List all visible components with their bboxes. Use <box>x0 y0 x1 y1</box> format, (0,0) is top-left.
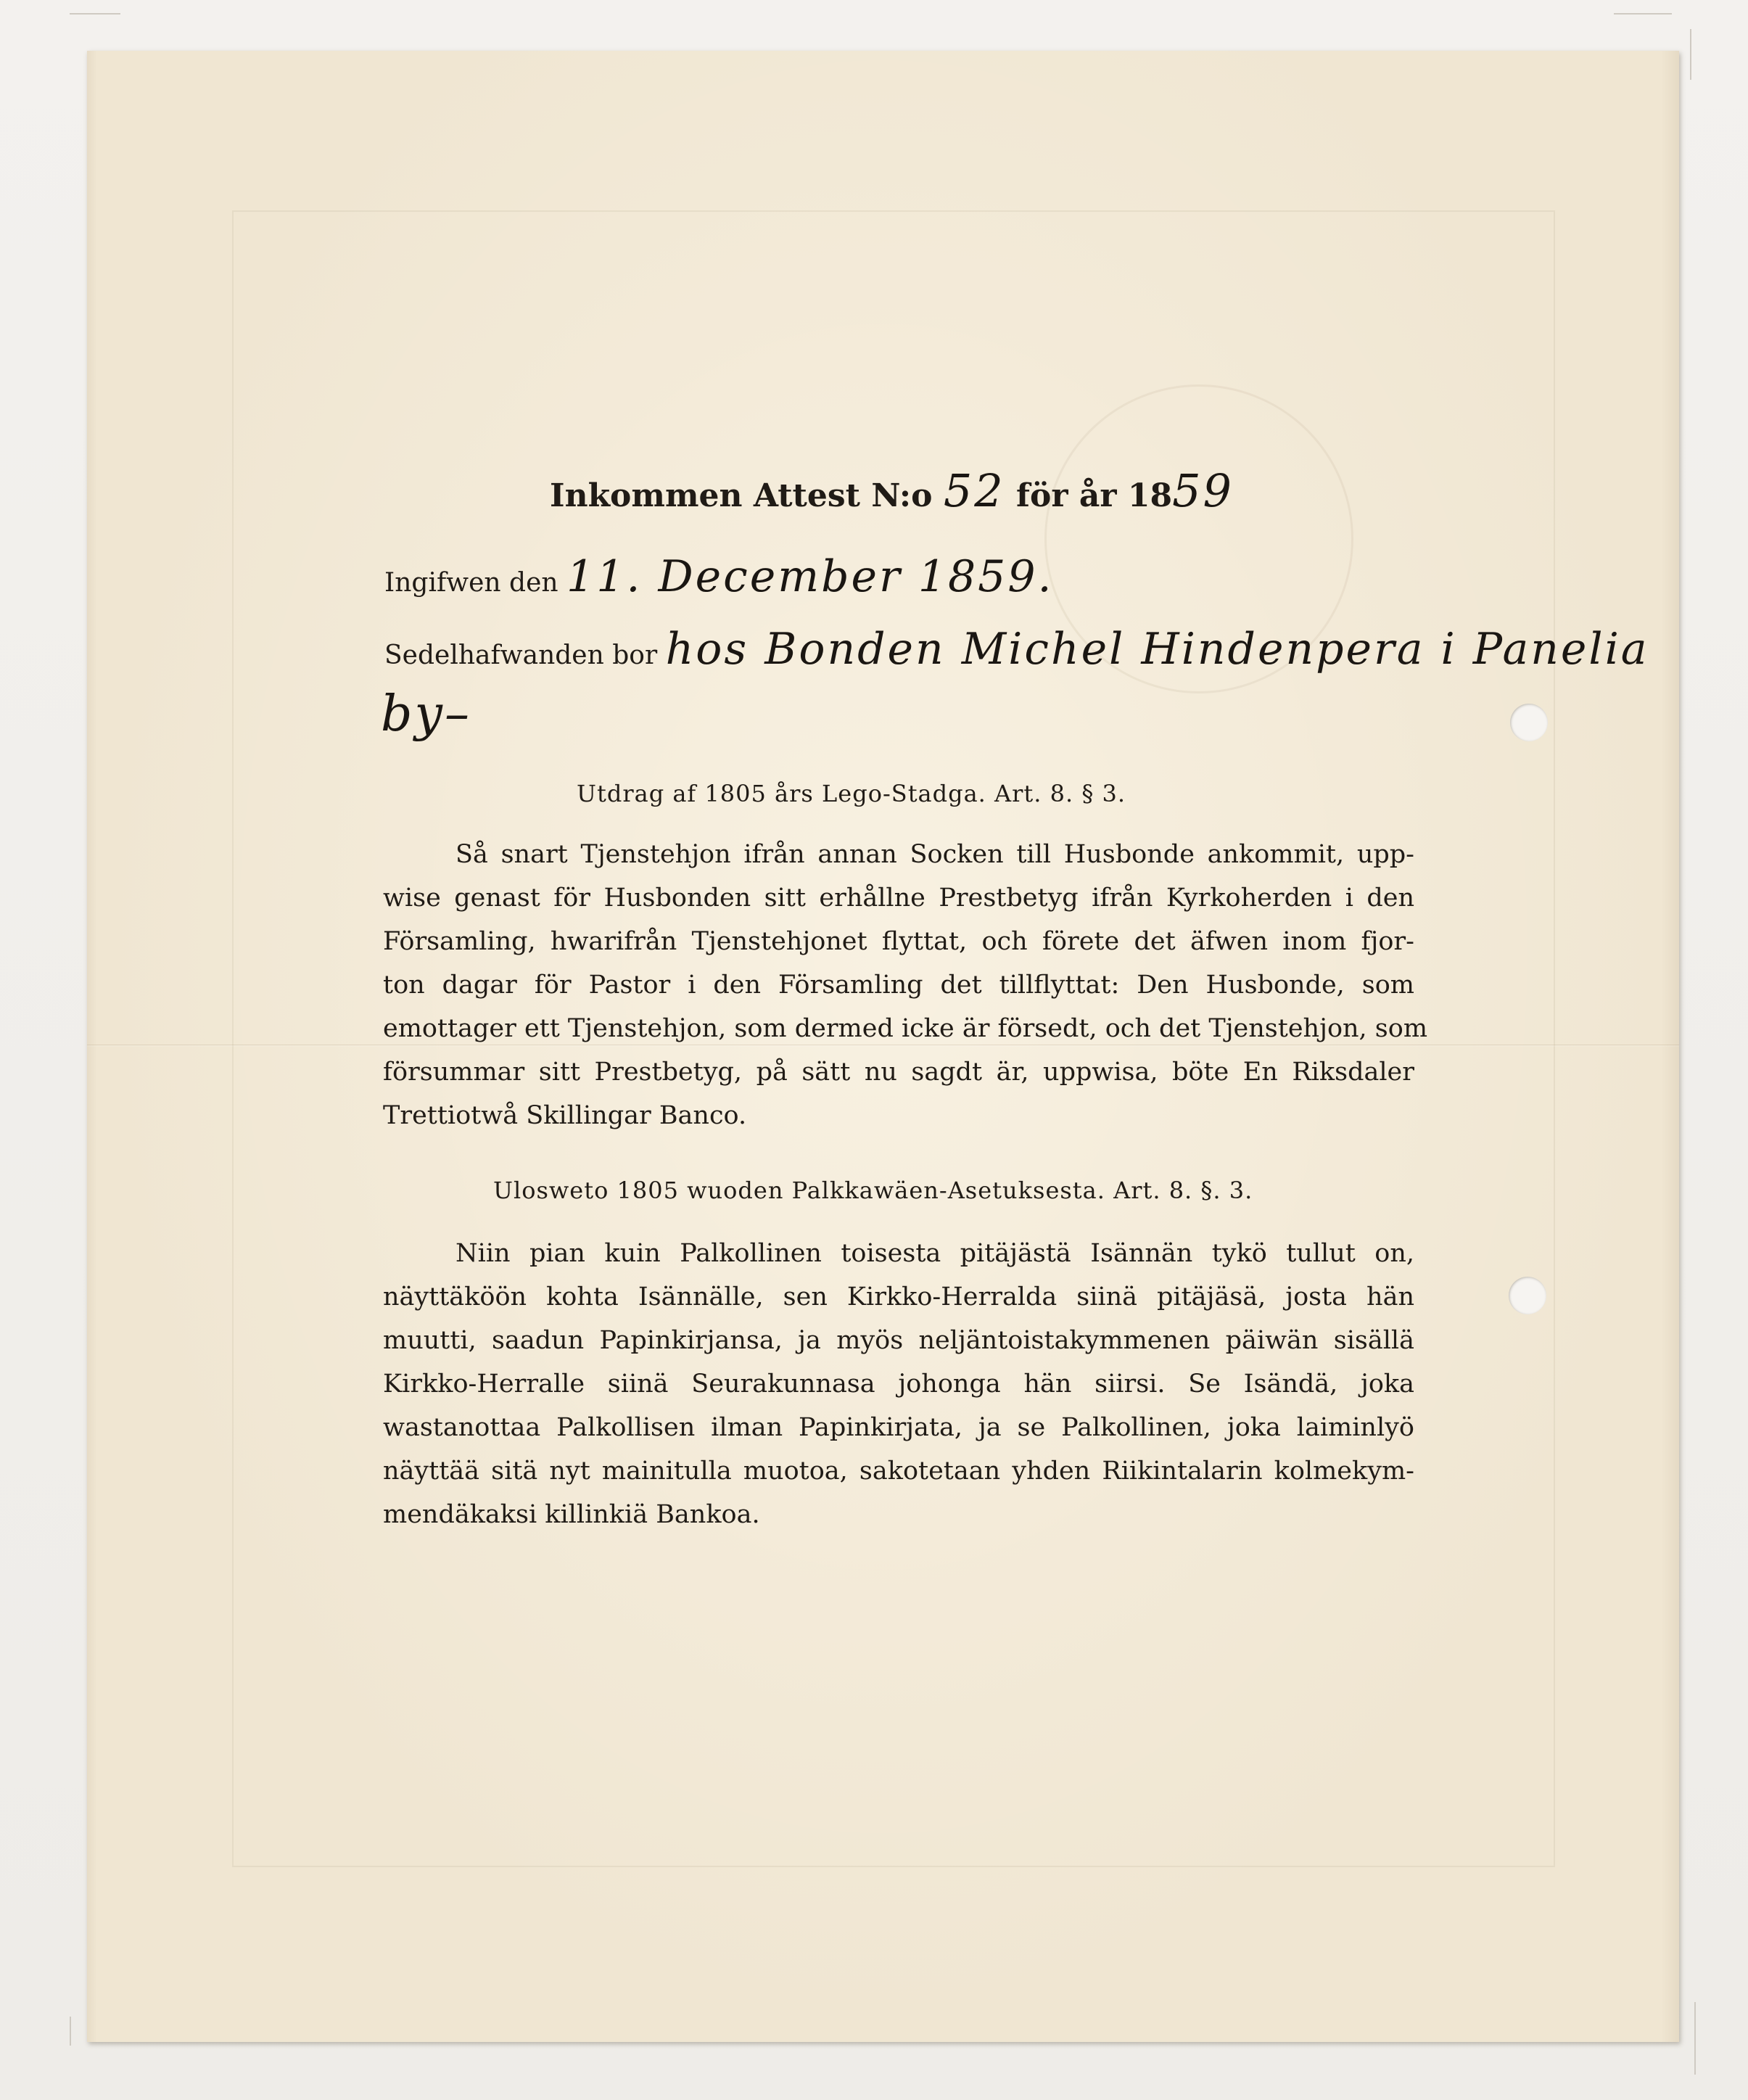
finnish-line: muutti, saadun Papinkirjansa, ja myös neljäntoistakymmenen päiwän sisällä <box>383 1326 1414 1355</box>
swedish-section-body <box>383 833 1428 1137</box>
finnish-line: Niin pian kuin Palkollinen toisesta pitäjästä Isännän tykö tullut on, <box>455 1239 1414 1268</box>
title-number-handwritten: 52 <box>943 464 1005 517</box>
swedish-line: Trettiotwå Skillingar Banco. <box>383 1101 747 1130</box>
corner-mark-bottom-right <box>1694 2002 1696 2075</box>
swedish-line: Så snart Tjenstehjon ifrån annan Socken till Husbonde ankommit, upp- <box>455 840 1414 869</box>
finnish-line: näyttää sitä nyt mainitulla muotoa, sakotetaan yhden Riikintalarin kolmekym- <box>383 1457 1414 1486</box>
swedish-line: försummar sitt Prestbetyg, på sätt nu sagdt är, uppwisa, böte En Riksdaler <box>383 1058 1414 1087</box>
punch-hole-lower <box>1509 1277 1546 1314</box>
finnish-line: mendäkaksi killinkiä Bankoa. <box>383 1500 760 1529</box>
title-middle: för år 18 <box>1016 477 1173 514</box>
issued-field <box>384 551 1054 602</box>
finnish-line: näyttäköön kohta Isännälle, sen Kirkko-Herralda siinä pitäjäsä, josta hän <box>383 1282 1414 1312</box>
residence-value-continuation: by– <box>381 685 471 743</box>
finnish-section-heading: Ulosweto 1805 wuoden Palkkawäen-Asetuksesta. Art. 8. §. 3. <box>493 1177 1253 1204</box>
finnish-line: wastanottaa Palkollisen ilman Papinkirjata, ja se Palkollinen, joka laiminlyö <box>383 1413 1414 1442</box>
residence-label: Sedelhafwanden bor <box>384 641 658 670</box>
swedish-line: ton dagar för Pastor i den Församling det tillflyttat: Den Husbonde, som <box>383 971 1414 1000</box>
title-year-handwritten: 59 <box>1172 464 1234 517</box>
finnish-section-body <box>383 1232 1414 1536</box>
corner-mark-top-right <box>1614 13 1672 36</box>
residence-value-handwritten: hos Bonden Michel Hindenpera i Panelia <box>665 624 1649 675</box>
title-prefix: Inkommen Attest N:o <box>550 477 933 514</box>
punch-hole-upper <box>1510 704 1548 741</box>
swedish-line: emottager ett Tjenstehjon, som dermed icke är försedt, och det Tjenstehjon, som <box>383 1014 1428 1043</box>
corner-mark-right-edge <box>1690 29 1691 80</box>
document-title <box>550 464 1234 517</box>
residence-field <box>384 624 1649 675</box>
corner-mark-top-left <box>70 13 120 36</box>
swedish-line: Församling, hwarifrån Tjenstehjonet flyttat, och förete det äfwen inom fjor- <box>383 927 1414 956</box>
swedish-line: wise genast för Husbonden sitt erhållne Prestbetyg ifrån Kyrkoherden i den <box>383 884 1414 913</box>
finnish-line: Kirkko-Herralle siinä Seurakunnasa johonga hän siirsi. Se Isändä, joka <box>383 1370 1414 1399</box>
issued-value-handwritten: 11. December 1859. <box>566 551 1054 602</box>
issued-label: Ingifwen den <box>384 568 558 598</box>
swedish-section-heading: Utdrag af 1805 års Lego-Stadga. Art. 8. § 3. <box>577 780 1126 807</box>
